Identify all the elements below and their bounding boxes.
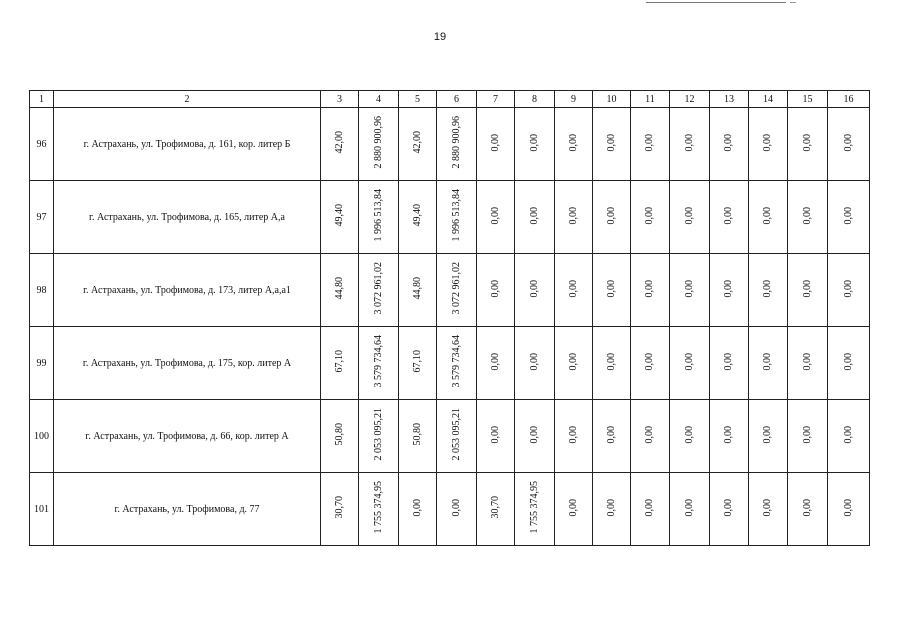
value-text: 0,00 — [762, 425, 773, 444]
value-cell — [437, 400, 477, 473]
value-text: 1 996 513,84 — [372, 189, 384, 242]
column-header: 13 — [710, 91, 749, 108]
value-text: 0,00 — [489, 352, 501, 371]
value-cell — [477, 400, 515, 473]
value-text: 0,00 — [723, 498, 734, 517]
value-text: 0,00 — [801, 206, 813, 225]
column-header: 10 — [593, 91, 631, 108]
value-cell — [749, 400, 788, 473]
column-header: 2 — [54, 91, 321, 108]
value-cell — [359, 473, 399, 546]
value-cell — [749, 181, 788, 254]
value-text: 0,00 — [489, 133, 501, 152]
value-text: 0,00 — [723, 279, 734, 298]
value-cell — [631, 108, 670, 181]
value-text: 0,00 — [567, 425, 579, 444]
header-row — [30, 91, 870, 108]
value-cell — [437, 327, 477, 400]
value-text: 0,00 — [644, 425, 655, 444]
value-cell — [828, 181, 870, 254]
value-text: 44,80 — [411, 277, 423, 300]
value-text: 0,00 — [489, 279, 501, 298]
value-cell — [515, 400, 555, 473]
column-header: 12 — [670, 91, 710, 108]
row-number: 96 — [30, 108, 54, 181]
value-cell — [710, 327, 749, 400]
value-text: 0,00 — [605, 425, 617, 444]
value-cell — [399, 181, 437, 254]
value-text: 1 755 374,95 — [528, 481, 540, 534]
row-number: 98 — [30, 254, 54, 327]
value-text: 3 579 734,64 — [372, 335, 384, 388]
value-text: 0,00 — [723, 133, 734, 152]
value-text: 0,00 — [723, 425, 734, 444]
value-cell — [437, 108, 477, 181]
value-cell — [359, 254, 399, 327]
value-cell — [555, 327, 593, 400]
column-header: 7 — [477, 91, 515, 108]
value-cell — [359, 400, 399, 473]
column-header: 15 — [788, 91, 828, 108]
value-cell — [593, 327, 631, 400]
value-text: 0,00 — [683, 425, 695, 444]
value-text: 0,00 — [528, 206, 540, 225]
value-cell — [359, 327, 399, 400]
value-text: 0,00 — [605, 206, 617, 225]
value-text: 0,00 — [801, 352, 813, 371]
value-text: 0,00 — [528, 352, 540, 371]
table-row — [30, 327, 870, 400]
value-text: 0,00 — [489, 206, 501, 225]
value-cell — [710, 400, 749, 473]
value-text: 0,00 — [567, 279, 579, 298]
address-cell: г. Астрахань, ул. Трофимова, д. 77 — [54, 473, 321, 546]
value-cell — [593, 108, 631, 181]
value-cell — [749, 327, 788, 400]
value-cell — [670, 108, 710, 181]
value-cell — [670, 254, 710, 327]
value-cell — [593, 473, 631, 546]
value-cell — [749, 254, 788, 327]
value-text: 0,00 — [605, 133, 617, 152]
value-text: 0,00 — [567, 498, 579, 517]
value-cell — [631, 254, 670, 327]
column-header: 5 — [399, 91, 437, 108]
value-cell — [749, 108, 788, 181]
address-cell: г. Астрахань, ул. Трофимова, д. 161, кор. литер Б — [54, 108, 321, 181]
value-cell — [437, 181, 477, 254]
value-cell — [515, 473, 555, 546]
value-cell — [321, 327, 359, 400]
value-cell — [593, 400, 631, 473]
value-text: 50,80 — [411, 423, 423, 446]
column-header: 9 — [555, 91, 593, 108]
value-text: 0,00 — [762, 498, 773, 517]
value-text: 0,00 — [801, 133, 813, 152]
value-text: 0,00 — [842, 352, 854, 371]
value-cell — [477, 473, 515, 546]
page-number: 19 — [433, 31, 447, 43]
value-cell — [710, 181, 749, 254]
value-cell — [788, 181, 828, 254]
value-text: 3 072 961,02 — [372, 262, 384, 315]
value-cell — [321, 473, 359, 546]
value-cell — [477, 108, 515, 181]
value-text: 0,00 — [801, 279, 813, 298]
value-cell — [670, 400, 710, 473]
value-cell — [788, 473, 828, 546]
value-text: 0,00 — [528, 279, 540, 298]
value-text: 0,00 — [842, 279, 854, 298]
value-cell — [710, 108, 749, 181]
value-text: 1 996 513,84 — [450, 189, 462, 242]
table-row — [30, 473, 870, 546]
value-text: 0,00 — [528, 425, 540, 444]
value-cell — [359, 181, 399, 254]
value-text: 0,00 — [411, 498, 423, 517]
value-text: 30,70 — [489, 496, 501, 519]
value-text: 0,00 — [644, 206, 655, 225]
table-body — [30, 91, 870, 546]
value-text: 0,00 — [801, 498, 813, 517]
value-text: 0,00 — [723, 352, 734, 371]
value-text: 0,00 — [683, 206, 695, 225]
value-cell — [828, 254, 870, 327]
value-text: 67,10 — [333, 350, 345, 373]
value-cell — [710, 254, 749, 327]
value-cell — [321, 181, 359, 254]
value-cell — [555, 254, 593, 327]
value-text: 2 880 900,96 — [372, 116, 384, 169]
value-cell — [631, 327, 670, 400]
value-cell — [477, 181, 515, 254]
value-text: 1 755 374,95 — [372, 481, 384, 534]
value-cell — [399, 400, 437, 473]
value-text: 44,80 — [333, 277, 345, 300]
column-header: 8 — [515, 91, 555, 108]
value-text: 50,80 — [333, 423, 345, 446]
value-text: 42,00 — [333, 131, 345, 154]
value-cell — [593, 181, 631, 254]
value-cell — [710, 473, 749, 546]
value-text: 0,00 — [644, 279, 655, 298]
value-cell — [321, 254, 359, 327]
value-text: 67,10 — [411, 350, 423, 373]
value-cell — [631, 400, 670, 473]
value-cell — [515, 108, 555, 181]
value-text: 2 053 095,21 — [450, 408, 462, 461]
value-cell — [321, 108, 359, 181]
value-cell — [477, 327, 515, 400]
value-cell — [828, 327, 870, 400]
value-cell — [749, 473, 788, 546]
value-cell — [359, 108, 399, 181]
value-text: 42,00 — [411, 131, 423, 154]
value-cell — [788, 108, 828, 181]
column-header: 14 — [749, 91, 788, 108]
column-header: 16 — [828, 91, 870, 108]
value-text: 0,00 — [567, 352, 579, 371]
value-text: 2 880 900,96 — [450, 116, 462, 169]
value-text: 0,00 — [762, 279, 773, 298]
value-cell — [788, 327, 828, 400]
value-text: 0,00 — [450, 498, 462, 517]
value-text: 0,00 — [528, 133, 540, 152]
value-cell — [828, 473, 870, 546]
row-number: 99 — [30, 327, 54, 400]
value-text: 49,40 — [333, 204, 345, 227]
table-row — [30, 254, 870, 327]
value-text: 0,00 — [489, 425, 501, 444]
value-cell — [828, 108, 870, 181]
column-header: 6 — [437, 91, 477, 108]
table-row — [30, 400, 870, 473]
value-cell — [399, 254, 437, 327]
value-text: 0,00 — [842, 133, 854, 152]
value-text: 0,00 — [723, 206, 734, 225]
table-row — [30, 108, 870, 181]
value-text: 0,00 — [605, 352, 617, 371]
value-cell — [670, 327, 710, 400]
value-text: 0,00 — [801, 425, 813, 444]
row-number: 100 — [30, 400, 54, 473]
row-number: 97 — [30, 181, 54, 254]
value-cell — [515, 254, 555, 327]
column-header: 11 — [631, 91, 670, 108]
value-cell — [670, 473, 710, 546]
column-header: 4 — [359, 91, 399, 108]
value-text: 0,00 — [567, 133, 579, 152]
row-number: 101 — [30, 473, 54, 546]
value-text: 0,00 — [605, 498, 617, 517]
value-text: 0,00 — [762, 133, 773, 152]
value-cell — [631, 181, 670, 254]
address-cell: г. Астрахань, ул. Трофимова, д. 173, литер А,а,а1 — [54, 254, 321, 327]
value-cell — [555, 181, 593, 254]
value-cell — [437, 254, 477, 327]
value-text: 0,00 — [644, 498, 655, 517]
column-header: 1 — [30, 91, 54, 108]
table-row — [30, 181, 870, 254]
value-cell — [555, 473, 593, 546]
value-cell — [437, 473, 477, 546]
top-rule-mark — [790, 2, 796, 3]
value-text: 0,00 — [644, 352, 655, 371]
value-cell — [593, 254, 631, 327]
top-rule-line — [646, 2, 786, 3]
data-table — [29, 90, 870, 546]
value-cell — [477, 254, 515, 327]
value-cell — [555, 108, 593, 181]
value-text: 49,40 — [411, 204, 423, 227]
address-cell: г. Астрахань, ул. Трофимова, д. 165, литер А,а — [54, 181, 321, 254]
address-cell: г. Астрахань, ул. Трофимова, д. 66, кор. литер А — [54, 400, 321, 473]
value-cell — [515, 181, 555, 254]
value-cell — [399, 473, 437, 546]
value-text: 0,00 — [683, 352, 695, 371]
value-cell — [828, 400, 870, 473]
value-text: 3 579 734,64 — [450, 335, 462, 388]
value-cell — [670, 181, 710, 254]
value-cell — [631, 473, 670, 546]
value-cell — [788, 400, 828, 473]
value-text: 0,00 — [644, 133, 655, 152]
value-text: 0,00 — [762, 352, 773, 371]
value-text: 30,70 — [333, 496, 345, 519]
value-text: 0,00 — [842, 206, 854, 225]
value-text: 0,00 — [567, 206, 579, 225]
value-cell — [399, 108, 437, 181]
value-text: 0,00 — [762, 206, 773, 225]
address-cell: г. Астрахань, ул. Трофимова, д. 175, кор. литер А — [54, 327, 321, 400]
value-text: 0,00 — [842, 498, 854, 517]
value-cell — [399, 327, 437, 400]
value-cell — [321, 400, 359, 473]
value-text: 0,00 — [842, 425, 854, 444]
value-text: 0,00 — [605, 279, 617, 298]
value-cell — [788, 254, 828, 327]
column-header: 3 — [321, 91, 359, 108]
value-text: 0,00 — [683, 498, 695, 517]
value-cell — [555, 400, 593, 473]
value-cell — [515, 327, 555, 400]
value-text: 0,00 — [683, 279, 695, 298]
value-text: 0,00 — [683, 133, 695, 152]
value-text: 3 072 961,02 — [450, 262, 462, 315]
value-text: 2 053 095,21 — [372, 408, 384, 461]
